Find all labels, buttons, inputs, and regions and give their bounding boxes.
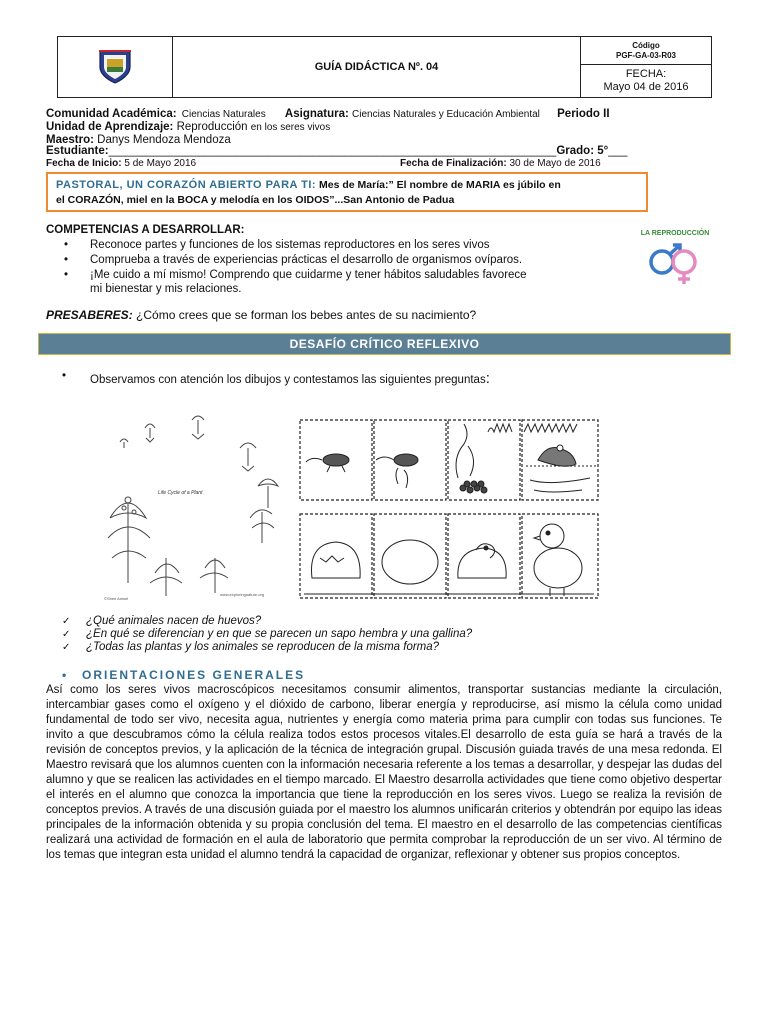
grado-label: Grado: 5° (556, 145, 609, 157)
info-line-comunidad (46, 108, 610, 121)
inicio-value: 5 de Mayo 2016 (124, 158, 197, 169)
unidad-value: Reproducción (176, 121, 248, 133)
school-crest-icon (98, 49, 132, 85)
maestro-value: Danys Mendoza Mendoza (97, 134, 231, 146)
observamos-text: Observamos con atención los dibujos y contestamos las siguientes preguntas (90, 374, 486, 386)
plant-cycle-credit-right: www.exploringnature.org (220, 592, 265, 597)
question-item: ✓ ¿Qué animales nacen de huevos? (62, 615, 472, 628)
observamos-line: • Observamos con atención los dibujos y contestamos las siguientes preguntas: (62, 370, 490, 387)
fin-value: 30 de Mayo de 2016 (509, 158, 601, 169)
presaberes (46, 308, 476, 322)
unidad-label: Unidad de Aprendizaje: (46, 121, 174, 133)
competencia-item: • Reconoce partes y funciones de los sistemas reproductores en los seres vivos (62, 238, 527, 253)
section-banner: DESAFÍO CRÍTICO REFLEXIVO (38, 333, 731, 355)
orientaciones-title-text: ORIENTACIONES GENERALES (82, 668, 306, 682)
info-line-fechas (46, 157, 196, 170)
asignatura-label: Asignatura: (284, 108, 349, 120)
code-value: PGF-GA-03-R03 (615, 51, 676, 60)
unidad-value-small: en los seres vivos (250, 122, 331, 133)
code-box (581, 37, 711, 65)
orientaciones-title (62, 668, 305, 682)
question-item: ✓ ¿Todas las plantas y los animales se reproducen de la misma forma? (62, 641, 472, 654)
asignatura-value: Ciencias Naturales y Educación Ambiental (352, 109, 540, 120)
competencias-title: COMPETENCIAS A DESARROLLAR: (46, 224, 245, 236)
gender-symbols-icon (632, 242, 718, 286)
estudiante-line[interactable]: ______________________________________________________________________ (108, 145, 557, 157)
pastoral-text-1: Mes de María:” El nombre de MARIA es júbilo en (316, 179, 561, 191)
plant-cycle-credit-left: ©Sheri Amsel (104, 596, 129, 601)
fin-label: Fecha de Finalización: (400, 158, 507, 169)
date-label: FECHA: (625, 68, 667, 80)
orientaciones-paragraph: Así como los seres vivos macroscópicos necesitamos consumir alimentos, transportar sustancias mediante la circulación, intercambiar gases como el oxígeno y el dióxido de carbono, liberar energía y reproducirse, así mismo la célula como unidad fundamental de todo ser vivo, necesita agua, nutrientes y energía como materia prima para cumplir con todas sus funciones. Te invito a que descubramos cómo la célula realiza todos estos procesos vitales.El desarrollo de esta guía se hará a través de la revisión de conceptos previos, y la aplicación de la técnica de integración grupal. Discusión guiada través de una mesa redonda. El Maestro revisará que los alumnos cuenten con la información necesaria referente a los temas a desarrollar, y despejar las dudas del alumno y que se realicen las actividades en el tiempo marcado. El Maestro desarrolla actividades que tiene como objetivo despertar el interés en el alumno que conozca la importancia que tiene la reproducción en los seres vivos. Luego se realiza la revisión de conceptos previos. A través de una discusión guiada por el maestro los alumnos unificarán criterios y obtendrán por equipo las ideas principales de la información obtenida y su propia conclusión del tema. El maestro en el desarrollo de las competencias científicas realizará una actividad de formación en el aula de laboratorio que permita comprobar la reproducción de un ser vivo. Al término de los temas que integran esta unidad el alumno tendrá la capacidad de organizar, reflexionar y obtener sus propios conceptos. (46, 684, 722, 861)
plant-cycle-drawing-icon (100, 408, 290, 603)
competencias-list (62, 238, 527, 283)
code-cell (581, 37, 711, 97)
question-item: ✓ ¿En qué se diferencian y en que se parecen un sapo hembra y una gallina? (62, 628, 472, 641)
pastoral-box (46, 172, 648, 212)
inicio-label: Fecha de Inicio: (46, 158, 122, 169)
plant-life-cycle-image (100, 408, 290, 603)
comunidad-label: Comunidad Académica: (46, 108, 177, 120)
pastoral-text-2: el CORAZÓN, miel en la BOCA y melodía en los OIDOS”...San Antonio de Padua (56, 194, 455, 206)
date-value: Mayo 04 de 2016 (603, 81, 689, 93)
observamos-colon: : (485, 370, 490, 387)
maestro-label: Maestro: (46, 134, 94, 146)
info-line-unidad (46, 121, 330, 134)
competencia-item: • Comprueba a través de experiencias prácticas el desarrollo de organismos ovíparos. (62, 253, 527, 268)
header-table (57, 36, 712, 98)
document-title: GUÍA DIDÁCTICA Nº. 04 (173, 37, 581, 97)
presaberes-label: PRESABERES: (46, 308, 133, 322)
frog-chicken-sequence-icon (298, 418, 601, 602)
reproduction-image (630, 230, 720, 286)
competencia-item: • ¡Me cuido a mí mismo! Comprendo que cuidarme y tener hábitos saludables favorece (62, 268, 527, 283)
pastoral-title: PASTORAL, UN CORAZÓN ABIERTO PARA TI: (56, 179, 317, 191)
questions-list (62, 615, 472, 654)
estudiante-label: Estudiante: (46, 145, 109, 157)
info-line-fin (400, 157, 601, 170)
periodo-label: Periodo II (557, 108, 610, 120)
reproduction-image-label: LA REPRODUCCIÓN (640, 230, 710, 237)
code-label: Código (632, 41, 660, 50)
plant-cycle-caption: Life Cycle of a Plant (158, 490, 203, 496)
presaberes-question: ¿Cómo crees que se forman los bebes antes de su nacimiento? (132, 308, 477, 322)
comunidad-value: Ciencias Naturales (181, 109, 266, 120)
school-logo-cell (58, 37, 173, 97)
date-box (581, 65, 711, 97)
competencia-item-continuation: mi bienestar y mis relaciones. (90, 283, 242, 295)
grado-line[interactable]: ___ (608, 145, 628, 157)
animal-sequence-image (298, 418, 601, 602)
